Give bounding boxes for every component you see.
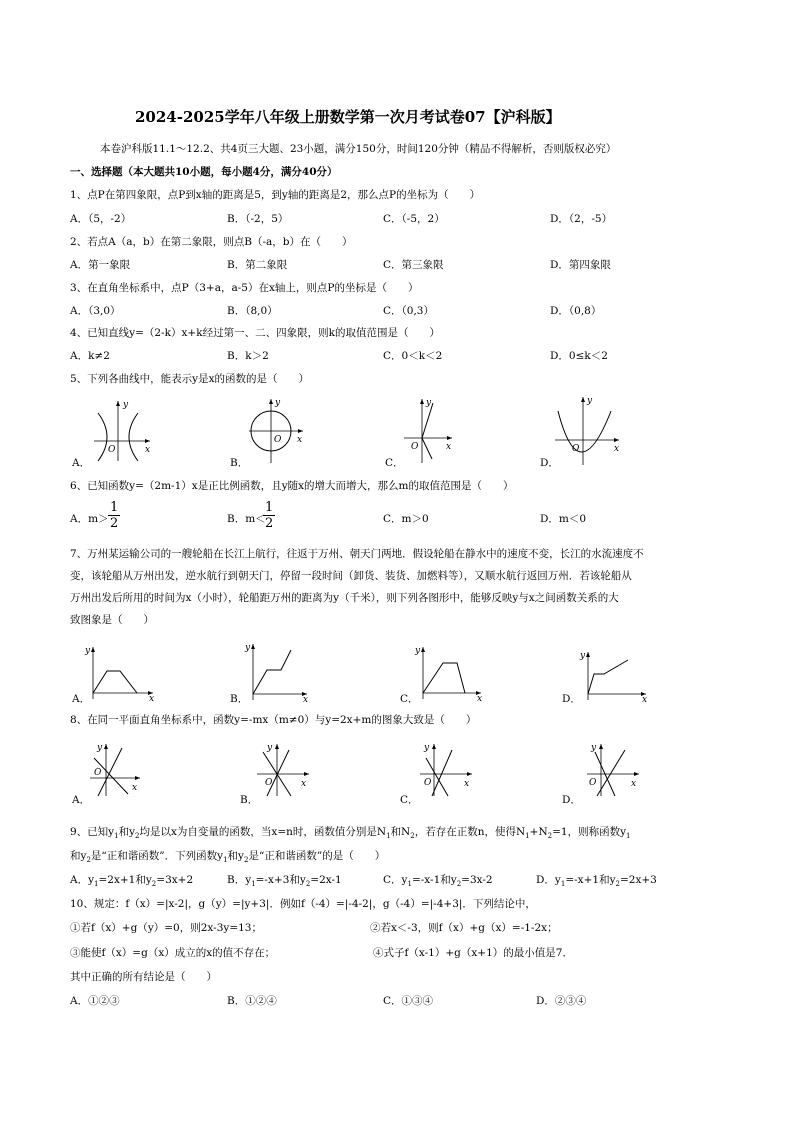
svg-text:y: y xyxy=(591,743,597,753)
q9-option-d: D．$y_1=-x+1$和$y_2=2x+3$ xyxy=(536,874,657,889)
q8-label-a: A． xyxy=(72,794,91,806)
q7-graph-b xyxy=(245,640,315,704)
q7-graph-a xyxy=(85,643,160,703)
q5-graph-c xyxy=(400,395,460,465)
q8-graph-d xyxy=(585,740,645,798)
svg-text:y: y xyxy=(275,398,281,408)
svg-text:y: y xyxy=(587,396,593,406)
q4-option-d: D．0≤k＜2 xyxy=(550,350,608,362)
q9-option-b: B．$y_1=-x+3$和$y_2=2x-1$ xyxy=(227,874,342,889)
svg-text:O: O xyxy=(265,778,273,788)
q2-option-d: D．第四象限 xyxy=(550,259,611,271)
svg-text:O: O xyxy=(424,778,432,788)
q3-option-d: D．（0,8） xyxy=(550,305,602,317)
q4-option-c: C．0＜k＜2 xyxy=(383,350,443,362)
q10-option-d: D．②③④ xyxy=(536,995,587,1007)
svg-text:y: y xyxy=(85,646,91,656)
q9-option-c: C．$y_1=-x-1$和$y_2=3x-2$ xyxy=(383,874,493,889)
q6-option-b: B．m＜ xyxy=(227,513,266,525)
q1-option-a: A．（5，-2） xyxy=(70,213,132,225)
q8-label-c: C． xyxy=(400,794,419,806)
q6-option-d: D．m＜0 xyxy=(540,513,587,525)
svg-text:O: O xyxy=(589,778,597,788)
q9-option-a: A．$y_1=2x+1$和$y_2=3x+2$ xyxy=(70,874,194,889)
svg-text:O: O xyxy=(274,435,282,445)
q2-option-c: C．第三象限 xyxy=(383,259,444,271)
q2-option-a: A．第一象限 xyxy=(70,259,131,271)
q8-graph-c xyxy=(418,740,478,798)
q9-line-2: 和$y_2$是“正和谐函数”．下列函数$y_1$和$y_2$是“正和谐函数”的是（ ） xyxy=(70,850,386,865)
svg-text:x: x xyxy=(132,783,138,793)
svg-text:x: x xyxy=(464,779,470,789)
svg-text:x: x xyxy=(297,435,303,445)
svg-text:x: x xyxy=(446,442,452,452)
svg-text:O: O xyxy=(411,442,419,452)
q1-stem: 1、点P在第四象限，点P到x轴的距离是5，到y轴的距离是2，那么点P的坐标为（ ） xyxy=(70,189,481,201)
q6-option-c: C．m＞0 xyxy=(383,513,429,525)
q2-stem: 2、若点A（a，b）在第二象限，则点B（-a，b）在（ ） xyxy=(70,236,353,248)
q10-statement-4: ④式子f（x-1）+g（x+1）的最小值是7． xyxy=(373,947,573,959)
svg-text:O: O xyxy=(572,444,580,454)
q10-statement-2: ②若x＜-3，则f（x）+g（x）=-1-2x； xyxy=(370,922,558,934)
svg-text:x: x xyxy=(631,779,637,789)
q7-label-b: B． xyxy=(230,693,249,705)
svg-text:x: x xyxy=(614,444,620,454)
svg-text:x: x xyxy=(149,694,155,704)
q4-option-a: A．k≠2 xyxy=(70,350,110,362)
q8-label-d: D． xyxy=(562,794,581,806)
q5-label-b: B． xyxy=(230,457,249,469)
q6-fraction-a: $\frac{1}{2}$ xyxy=(110,500,119,531)
q10-statement-3: ③能使f（x）=g（x）成立的x的值不存在； xyxy=(70,947,276,959)
q4-option-b: B．k＞2 xyxy=(227,350,269,362)
q3-option-c: C．（0,3） xyxy=(383,305,434,317)
q1-option-d: D．（2，-5） xyxy=(550,213,613,225)
q1-option-b: B．（-2，5） xyxy=(227,213,289,225)
q5-label-c: C． xyxy=(385,457,404,469)
svg-text:y: y xyxy=(267,743,273,753)
q10-prompt: 其中正确的所有结论是（ ） xyxy=(70,971,217,983)
svg-text:y: y xyxy=(415,646,421,656)
q6-fraction-b: $\frac{1}{2}$ xyxy=(265,500,274,531)
origin-label: O xyxy=(108,445,116,455)
svg-text:O: O xyxy=(94,768,102,778)
q4-stem: 4、已知直线y=（2-k）x+k经过第一、二、四象限，则k的取值范围是（ ） xyxy=(70,327,440,339)
q1-option-c: C．（-5，2） xyxy=(383,213,445,225)
svg-text:x: x xyxy=(477,694,483,704)
q5-graph-b xyxy=(245,395,310,465)
svg-text:y: y xyxy=(580,651,586,661)
q7-label-d: D． xyxy=(562,693,581,705)
q6-option-a: A．m＞ xyxy=(70,513,109,525)
q5-stem: 5、下列各曲线中，能表示y是x的函数的是（ ） xyxy=(70,373,310,385)
q9-line-1: 9、已知$y_1$和$y_2$均是以x为自变量的函数，当x=n时，函数值分别是$N_1$和$N_2$，若存在正数n，使得$N_1+N_2=1$，则称函数$y_1$ xyxy=(70,826,631,841)
q5-graph-d xyxy=(553,393,625,468)
q3-option-b: B．（8,0） xyxy=(227,305,278,317)
q8-graph-b xyxy=(255,740,315,798)
q7-line-3: 万州出发后所用的时间为x（小时），轮船距万州的距离为y（千米），则下列各图形中，能够反映y与x之间函数关系的大 xyxy=(70,592,619,604)
svg-text:y: y xyxy=(426,398,432,408)
q5-label-a: A． xyxy=(72,457,91,469)
svg-text:x: x xyxy=(642,695,648,705)
q6-stem: 6、已知函数y=（2m-1）x是正比例函数，且y随x的增大而增大，那么m的取值范围是（ ） xyxy=(70,480,514,492)
section-heading: 一、选择题（本大题共10小题，每小题4分，满分40分） xyxy=(70,166,338,178)
q3-option-a: A．（3,0） xyxy=(70,305,121,317)
q10-option-c: C．①③④ xyxy=(383,995,434,1007)
q10-stem: 10、规定：f（x）=|x-2|，g（y）=|y+3|．例如f（-4）=|-4-2|，g（-4）=|-4+3|．下列结论中， xyxy=(70,898,536,910)
q2-option-b: B．第二象限 xyxy=(227,259,288,271)
q7-label-a: A． xyxy=(72,693,91,705)
axis-x-label: x xyxy=(145,445,151,455)
q3-stem: 3、在直角坐标系中，点P（3+a，a-5）在x轴上，则点P的坐标是（ ） xyxy=(70,282,419,294)
axis-y-label: y xyxy=(123,400,129,410)
q8-stem: 8、在同一平面直角坐标系中，函数y=-mx（m≠0）与y=2x+m的图象大致是（ ） xyxy=(70,714,477,726)
q10-option-b: B．①②④ xyxy=(227,995,277,1007)
q7-line-4: 致图象是（ ） xyxy=(70,614,154,626)
q7-line-2: 变，该轮船从万州出发，逆水航行到朝天门，停留一段时间（卸货、装货、加燃料等），又顺水航行返回万州．若该轮船从 xyxy=(70,570,632,582)
svg-text:y: y xyxy=(245,643,251,653)
q5-label-d: D． xyxy=(540,457,559,469)
svg-text:x: x xyxy=(303,695,309,705)
q7-line-1: 7、万州某运输公司的一艘轮船在长江上航行，往返于万州、朝天门两地．假设轮船在静水中的速度不变，长江的水流速度不 xyxy=(70,548,644,560)
q8-graph-a xyxy=(88,740,148,798)
q7-graph-c xyxy=(413,643,488,703)
svg-text:y: y xyxy=(424,743,430,753)
q7-label-c: C． xyxy=(400,693,419,705)
q5-graph-a xyxy=(90,395,155,465)
q7-graph-d xyxy=(578,648,653,704)
q8-label-b: B． xyxy=(240,794,259,806)
svg-text:x: x xyxy=(301,779,307,789)
q10-statement-1: ①若f（x）+g（y）=0，则2x-3y=13； xyxy=(70,922,262,934)
intro-text: 本卷沪科版11.1～12.2、共4页三大题、23小题，满分150分，时间120分钟（精品不得解析，否则版权必究） xyxy=(100,143,617,155)
page-title: 2024-2025学年八年级上册数学第一次月考试卷07【沪科版】 xyxy=(135,108,561,126)
q10-option-a: A．①②③ xyxy=(70,995,120,1007)
svg-text:y: y xyxy=(97,743,103,753)
